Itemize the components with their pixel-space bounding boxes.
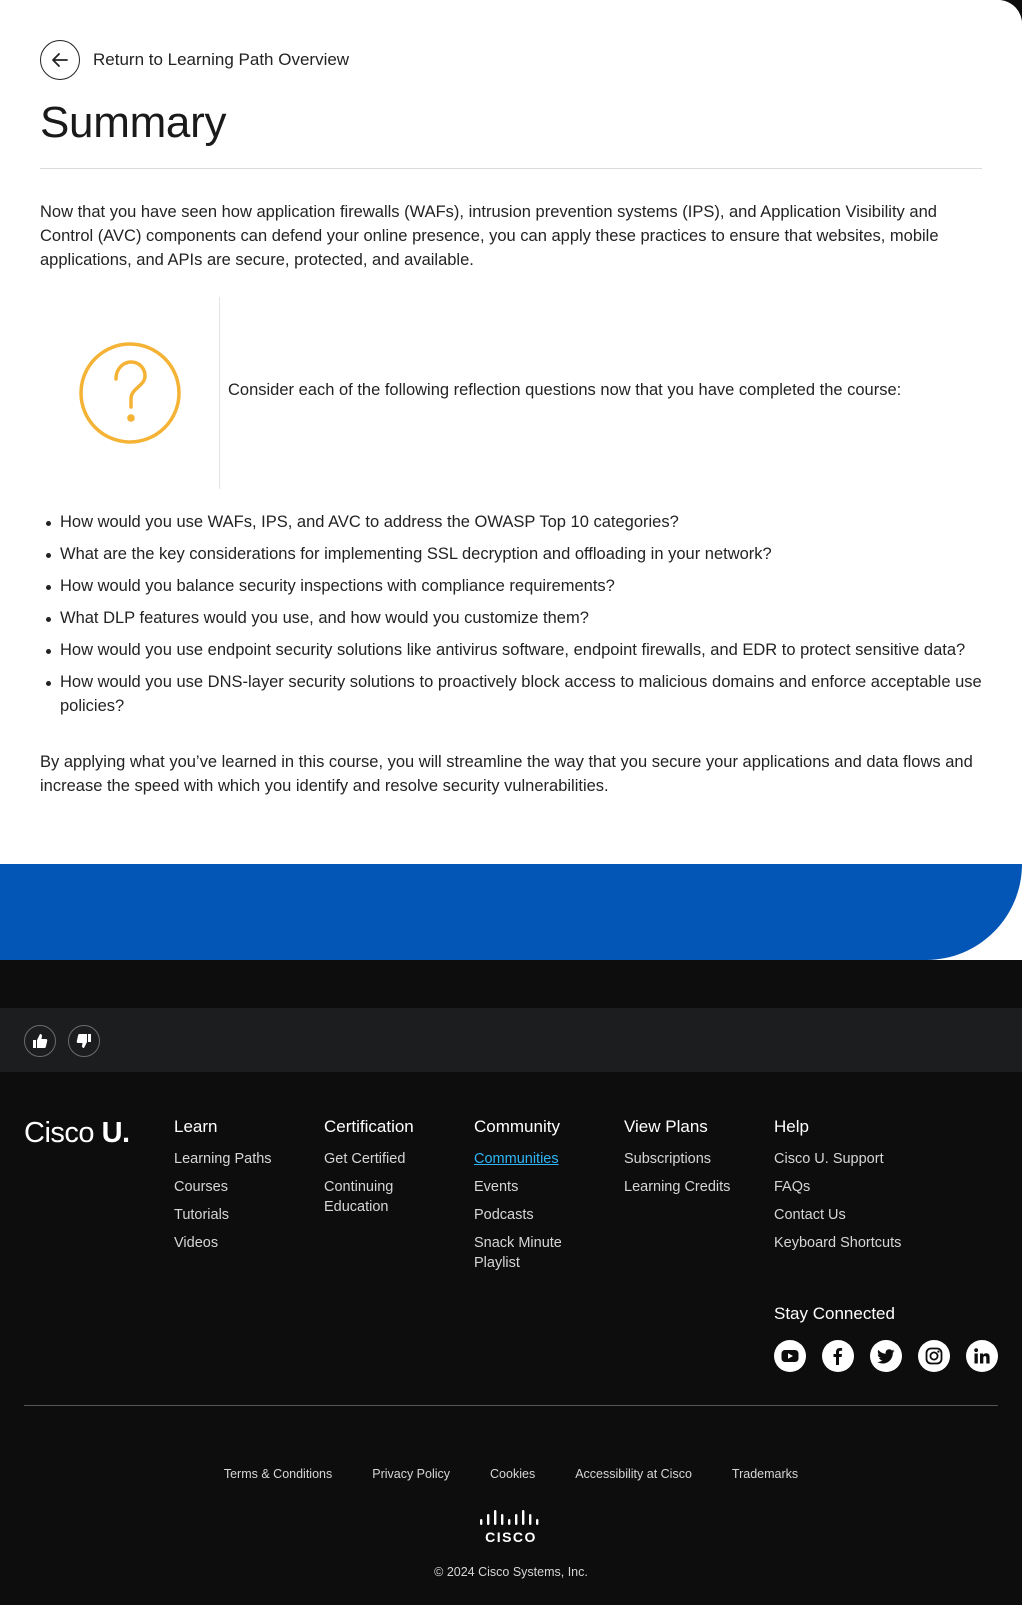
thumbs-down-icon <box>76 1033 92 1049</box>
callout-text: Consider each of the following reflection questions now that you have completed the course: <box>228 381 902 399</box>
footer-column-help <box>774 1117 974 1261</box>
footer-heading: View Plans <box>624 1117 708 1136</box>
legal-link-terms[interactable]: Terms & Conditions <box>223 1467 333 1481</box>
footer-divider <box>24 1405 998 1406</box>
footer-link[interactable]: Continuing Education <box>324 1179 394 1215</box>
youtube-icon[interactable] <box>774 1340 806 1372</box>
thumbs-up-button[interactable] <box>24 1025 56 1057</box>
back-link-label[interactable]: Return to Learning Path Overview <box>93 50 350 69</box>
footer-link[interactable]: Keyboard Shortcuts <box>774 1235 902 1251</box>
linkedin-icon[interactable] <box>966 1340 998 1372</box>
question-mark-icon <box>78 341 182 445</box>
legal-link-privacy[interactable]: Privacy Policy <box>372 1467 451 1481</box>
facebook-icon[interactable] <box>822 1340 854 1372</box>
footer-link-active[interactable]: Communities <box>474 1151 559 1167</box>
footer-link[interactable]: Cisco U. Support <box>774 1151 884 1167</box>
callout-divider <box>219 297 220 489</box>
footer-link[interactable]: Learning Credits <box>624 1179 731 1195</box>
intro-paragraph: Now that you have seen how application firewalls (WAFs), intrusion prevention systems (IPS), and Application Visibility and Control (AVC) components can defend your online presence, you can apply these practices to ensure that websites, mobile applications, and APIs are secure, protected, and available. <box>40 203 939 269</box>
footer-link[interactable]: Tutorials <box>174 1207 230 1223</box>
footer-column-certification <box>324 1117 469 1225</box>
footer-column-view-plans <box>624 1117 769 1205</box>
instagram-icon[interactable] <box>918 1340 950 1372</box>
reflection-questions-list <box>40 510 990 726</box>
closing-paragraph: By applying what you’ve learned in this course, you will streamline the way that you secure your applications and data flows and increase the speed with which you identify and resolve security vulnerabilities. <box>40 753 973 795</box>
footer-heading: Help <box>774 1117 809 1136</box>
list-item: How would you balance security inspections with compliance requirements? <box>40 574 990 598</box>
copyright-text: © 2024 Cisco Systems, Inc. <box>434 1565 588 1579</box>
footer-heading: Learn <box>174 1117 218 1136</box>
footer-link[interactable]: Courses <box>174 1179 228 1195</box>
title-divider <box>40 168 982 169</box>
back-button[interactable] <box>40 40 80 80</box>
footer-link[interactable]: Events <box>474 1179 519 1195</box>
list-item: How would you use endpoint security solutions like antivirus software, endpoint firewalls, and EDR to protect sensitive data? <box>40 638 990 662</box>
footer-link[interactable]: Snack Minute Playlist <box>474 1235 562 1271</box>
footer-column-learn <box>174 1117 319 1261</box>
footer-link[interactable]: Podcasts <box>474 1207 534 1223</box>
legal-link-cookies[interactable]: Cookies <box>490 1467 536 1481</box>
back-to-overview-link[interactable] <box>40 40 349 80</box>
cisco-logo[interactable] <box>479 1508 543 1544</box>
page-title: Summary <box>40 98 227 147</box>
thumbs-down-button[interactable] <box>68 1025 100 1057</box>
social-links <box>774 1340 998 1372</box>
footer-link[interactable]: Contact Us <box>774 1207 846 1223</box>
svg-text:CISCO: CISCO <box>485 1529 537 1544</box>
footer-column-community <box>474 1117 619 1281</box>
twitter-icon[interactable] <box>870 1340 902 1372</box>
list-item: How would you use DNS-layer security solutions to proactively block access to malicious domains and enforce acceptable use policies? <box>40 670 990 718</box>
accent-band <box>0 864 1022 960</box>
footer-link[interactable]: Videos <box>174 1235 219 1251</box>
callout-icon-container <box>40 297 220 489</box>
footer-heading: Community <box>474 1117 560 1136</box>
stay-connected-heading: Stay Connected <box>774 1304 895 1323</box>
footer-heading: Certification <box>324 1117 414 1136</box>
cisco-u-logo[interactable] <box>24 1117 130 1150</box>
list-item: What are the key considerations for implementing SSL decryption and offloading in your network? <box>40 542 990 566</box>
footer-link[interactable]: Learning Paths <box>174 1151 272 1167</box>
legal-links <box>0 1467 1022 1481</box>
feedback-bar <box>0 1008 1022 1072</box>
list-item: How would you use WAFs, IPS, and AVC to address the OWASP Top 10 categories? <box>40 510 990 534</box>
footer-link[interactable]: Subscriptions <box>624 1151 712 1167</box>
logo-text: Cisco <box>24 1117 95 1149</box>
list-item: What DLP features would you use, and how would you customize them? <box>40 606 990 630</box>
legal-link-trademarks[interactable]: Trademarks <box>731 1467 799 1481</box>
logo-bold-text: U. <box>101 1117 130 1149</box>
footer-link[interactable]: Get Certified <box>324 1151 406 1167</box>
arrow-left-icon <box>51 51 69 69</box>
thumbs-up-icon <box>32 1033 48 1049</box>
legal-link-accessibility[interactable]: Accessibility at Cisco <box>575 1467 692 1481</box>
footer-link[interactable]: FAQs <box>774 1179 811 1195</box>
